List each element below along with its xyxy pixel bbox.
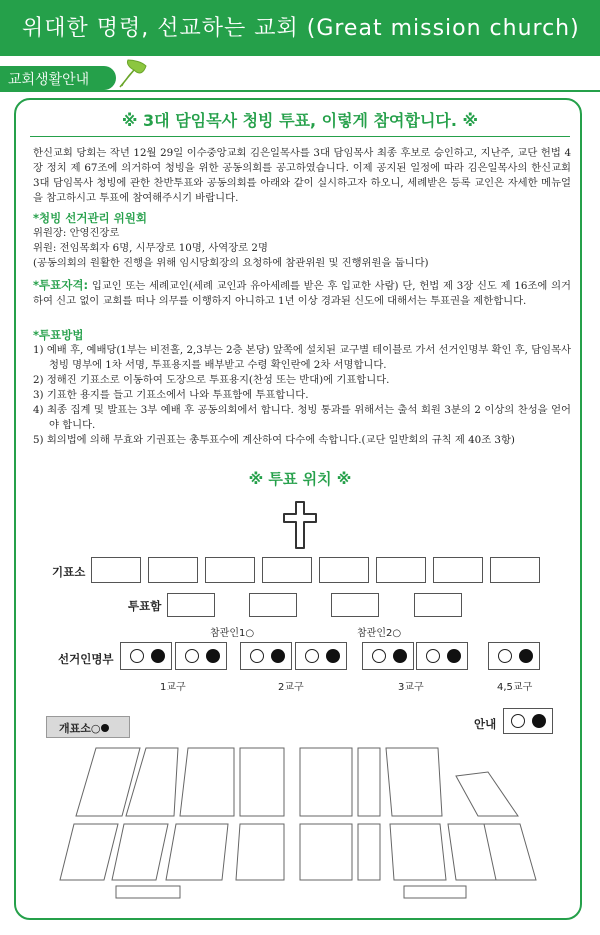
pew-block [456, 772, 518, 816]
committee-line: (공동의회의 원활한 진행을 위해 임시당회장의 요청하에 참관위원 및 진행위원을 둡니다) [33, 257, 429, 269]
pew-block [60, 824, 118, 880]
district-label: 2교구 [278, 682, 304, 693]
pew-block [112, 824, 168, 880]
header-title: 위대한 명령, 선교하는 교회 (Great mission church) [22, 16, 580, 41]
committee-line: 위원장: 안영진장로 [33, 227, 120, 239]
method-item: 2) 정해진 기표소로 이동하여 도장으로 투표용지(찬성 또는 반대)에 기표합니다. [33, 374, 390, 386]
rear-bench [404, 886, 466, 898]
pew-block [236, 824, 284, 880]
method-item: 3) 기표한 용지를 들고 기표소에서 나와 투표함에 투표합니다. [33, 389, 309, 401]
committee-heading: *청빙 선거관리 위원회 [33, 211, 148, 225]
rear-bench [116, 886, 180, 898]
pew-block [300, 824, 352, 880]
register-label: 선거인명부 [58, 652, 114, 666]
map-title: ※ 투표 위치 ※ [248, 470, 352, 488]
method-item: 5) 회의법에 의해 무효와 기권표는 총투표수에 계산하여 다수에 속합니다.(교단 일반회의 규칙 제 40조 3항) [33, 434, 515, 446]
district-label: 4,5교구 [497, 682, 533, 693]
pew-block [358, 748, 380, 816]
notice-title: ※ 3대 담임목사 청빙 투표, 이렇게 참여합니다. ※ [121, 111, 479, 130]
intro-paragraph: 한신교회 당회는 작년 12월 29일 이수중앙교회 김은일목사를 3대 담임목사 최종 후보로 승인하고, 지난주, 교단 헌법 4장 정치 제 67조에 의거하여 청빙을 위한 공동의회를 공고하였습니다. 이제 공지된 일정에 따라 김은일목사의 한신교회 3대 담임목사 청빙에 관한 찬반투표와 공동의회를 아래와 같이 실시하고자 하오니, 세례받은 등록 교인은 자세한 메뉴얼을 참고하시고 투표에 참여해주시기 바랍니다. [33, 147, 571, 204]
method-item: 1) 예배 후, 예배당(1부는 비전홀, 2,3부는 2층 본당) 앞쪽에 설치된 교구별 테이블로 가서 선거인명부 확인 후, 담임목사청빙 명부에 1차 서명, 투표용지를 배부받고 수령 확인란에 2차 서명합니다. [33, 344, 571, 371]
eligibility-text: 입교인 또는 세례교인(세례 교인과 유아세례를 받은 후 입교한 사람) 단, 헌법 제 3장 신도 제 16조에 의거하여 신고 없이 교회를 떠나 의무를 이행하지 아니하고 1년 이상 경과된 신도에 대해서는 투표권을 제한합니다. [33, 280, 571, 307]
pew-block [386, 748, 442, 816]
counting-label: 개표소○ [59, 722, 101, 735]
observer-1-label: 참관인1○ [210, 628, 255, 639]
section-tag-label: 교회생활안내 [8, 72, 90, 88]
committee-line: 위원: 전임목회자 6명, 시무장로 10명, 사역장로 2명 [33, 242, 268, 254]
pew-block [240, 748, 284, 816]
booth-label: 기표소 [52, 565, 86, 579]
pew-block [180, 748, 234, 816]
eligibility-heading: *투표자격: [33, 278, 89, 292]
district-label: 3교구 [398, 682, 424, 693]
pew-block [390, 824, 446, 880]
method-heading: *투표방법 [33, 328, 84, 342]
observer-2-label: 참관인2○ [357, 628, 402, 639]
info-label: 안내 [474, 717, 497, 731]
pew-block [358, 824, 380, 880]
method-item: 4) 최종 집계 및 발표는 3부 예배 후 공동의회에서 합니다. 청빙 통과를 위해서는 출석 회원 3분의 2 이상의 찬성을 얻어야 합니다. [33, 404, 571, 431]
ballot-box-label: 투표함 [128, 599, 162, 613]
district-label: 1교구 [160, 682, 186, 693]
pew-block [166, 824, 228, 880]
pew-block [300, 748, 352, 816]
